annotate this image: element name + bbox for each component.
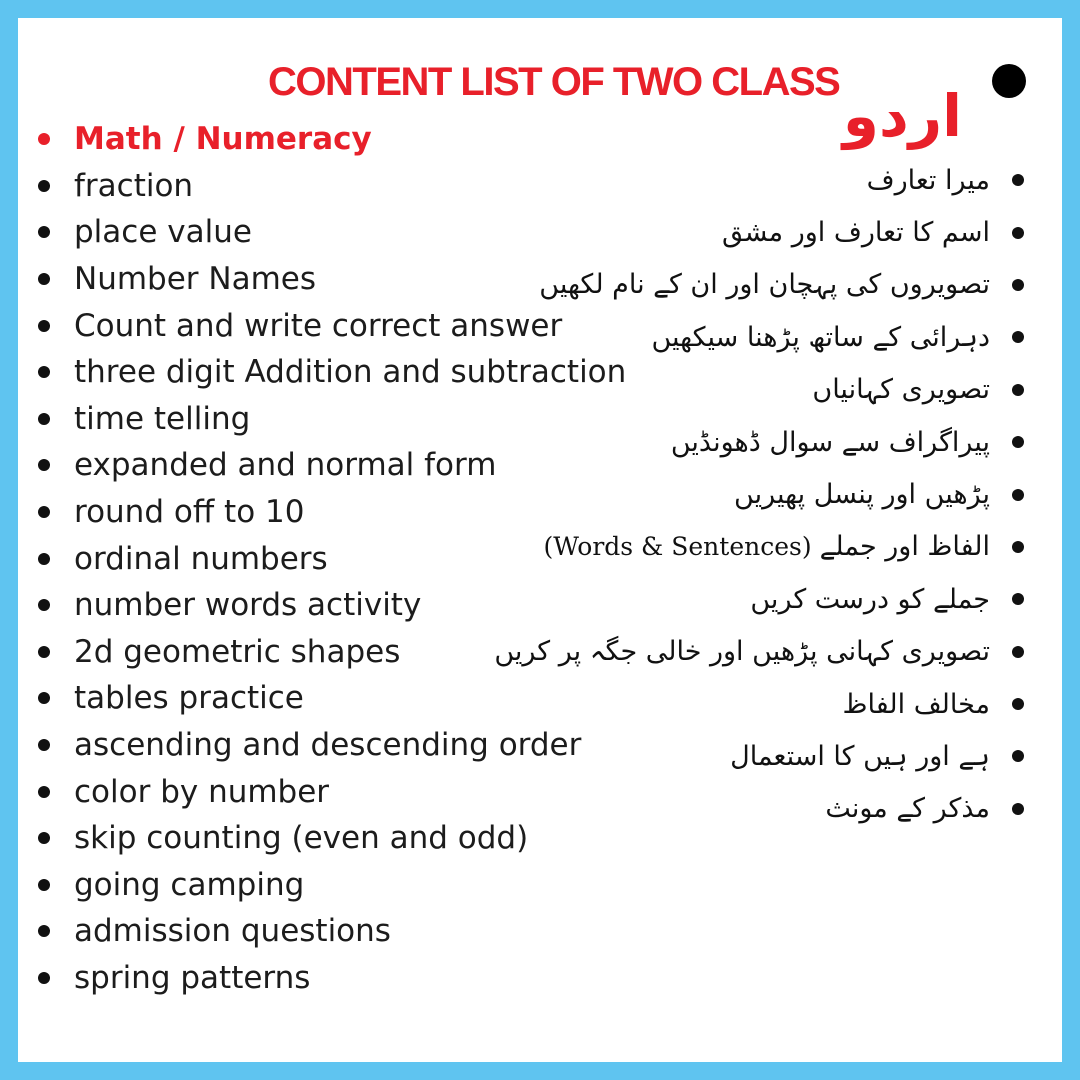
- bullet-icon: [1012, 803, 1024, 815]
- bullet-icon: [38, 226, 50, 238]
- bullet-icon: [38, 506, 50, 518]
- bullet-icon: [38, 739, 50, 751]
- bullet-icon: [1012, 698, 1024, 710]
- bullet-icon: [38, 459, 50, 471]
- urdu-item-label: الفاظ اور جملے: [819, 531, 990, 563]
- bullet-icon: [1012, 593, 1024, 605]
- bullet-icon: [38, 180, 50, 192]
- urdu-item-label: تصویری کہانی پڑھیں اور خالی جگہ پر کریں: [494, 636, 990, 668]
- list-item: [494, 364, 1024, 416]
- list-item: [494, 154, 1024, 206]
- list-item: [494, 206, 1024, 258]
- bullet-icon: [992, 64, 1026, 98]
- math-item-label: Count and write correct answer: [74, 307, 563, 344]
- bullet-icon: [1012, 331, 1024, 343]
- urdu-item-label: دہرائی کے ساتھ پڑھنا سیکھیں: [651, 321, 990, 353]
- math-item-label: 2d geometric shapes: [74, 633, 401, 670]
- bullet-icon: [38, 646, 50, 658]
- list-item: [494, 626, 1024, 678]
- urdu-item-label: اسم کا تعارف اور مشق: [722, 217, 990, 249]
- list-item: [494, 783, 1024, 835]
- page-title: CONTENT LIST OF TWO CLASS: [268, 60, 840, 104]
- bullet-icon: [38, 599, 50, 611]
- urdu-item-label: پڑھیں اور پنسل پھیریں: [734, 479, 990, 511]
- bullet-icon: [38, 273, 50, 285]
- math-item-label: ascending and descending order: [74, 727, 582, 764]
- list-item: [38, 908, 626, 955]
- bullet-icon: [38, 366, 50, 378]
- math-item-label: admission questions: [74, 913, 391, 950]
- bullet-icon: [1012, 750, 1024, 762]
- urdu-item-label: مخالف الفاظ: [842, 688, 990, 720]
- math-item-label: Number Names: [74, 261, 316, 298]
- bullet-icon: [1012, 174, 1024, 186]
- list-item: [494, 416, 1024, 468]
- list-item: [494, 573, 1024, 625]
- list-item: [38, 862, 626, 909]
- content-page: [18, 18, 1062, 1062]
- list-item: [494, 521, 1024, 573]
- urdu-item-label: میرا تعارف: [866, 164, 990, 196]
- urdu-item-label: جملے کو درست کریں: [750, 583, 990, 615]
- bullet-icon: [38, 553, 50, 565]
- list-item: [494, 730, 1024, 782]
- math-item-label: three digit Addition and subtraction: [74, 354, 627, 391]
- list-item: [494, 468, 1024, 520]
- bullet-icon: [1012, 384, 1024, 396]
- math-item-label: expanded and normal form: [74, 447, 497, 484]
- math-item-label: going camping: [74, 866, 305, 903]
- bullet-icon: [1012, 279, 1024, 291]
- math-item-label: spring patterns: [74, 959, 311, 996]
- bullet-icon: [1012, 227, 1024, 239]
- math-item-label: ordinal numbers: [74, 540, 328, 577]
- bullet-icon: [38, 786, 50, 798]
- bullet-icon: [38, 879, 50, 891]
- math-item-label: number words activity: [74, 587, 422, 624]
- math-heading-label: Math / Numeracy: [74, 121, 372, 158]
- math-item-label: fraction: [74, 167, 194, 204]
- math-item-label: skip counting (even and odd): [74, 820, 529, 857]
- bullet-icon: [38, 925, 50, 937]
- list-item: [494, 259, 1024, 311]
- list-item: [494, 678, 1024, 730]
- bullet-icon: [38, 972, 50, 984]
- bullet-icon: [38, 133, 50, 145]
- math-item-label: time telling: [74, 400, 251, 437]
- bullet-icon: [38, 320, 50, 332]
- bullet-icon: [38, 413, 50, 425]
- bullet-icon: [1012, 646, 1024, 658]
- bullet-icon: [1012, 541, 1024, 553]
- math-item-label: round off to 10: [74, 494, 305, 531]
- urdu-item-label: تصویروں کی پہچان اور ان کے نام لکھیں: [539, 269, 990, 301]
- list-item: [38, 955, 626, 1002]
- words-sentences-note: (Words & Sentences): [543, 532, 812, 562]
- urdu-list: [494, 154, 1024, 835]
- bullet-icon: [38, 832, 50, 844]
- bullet-icon: [1012, 436, 1024, 448]
- math-item-label: tables practice: [74, 680, 304, 717]
- urdu-item-label: ہے اور ہیں کا استعمال: [730, 740, 990, 772]
- list-item: [494, 311, 1024, 363]
- urdu-item-label: تصویری کہانیاں: [812, 374, 990, 406]
- urdu-heading: اردو: [842, 82, 962, 150]
- math-item-label: place value: [74, 214, 252, 251]
- urdu-item-label: مذکر کے مونث: [825, 793, 990, 825]
- urdu-item-label: پیراگراف سے سوال ڈھونڈیں: [670, 426, 990, 458]
- math-item-label: color by number: [74, 773, 330, 810]
- bullet-icon: [1012, 489, 1024, 501]
- bullet-icon: [38, 692, 50, 704]
